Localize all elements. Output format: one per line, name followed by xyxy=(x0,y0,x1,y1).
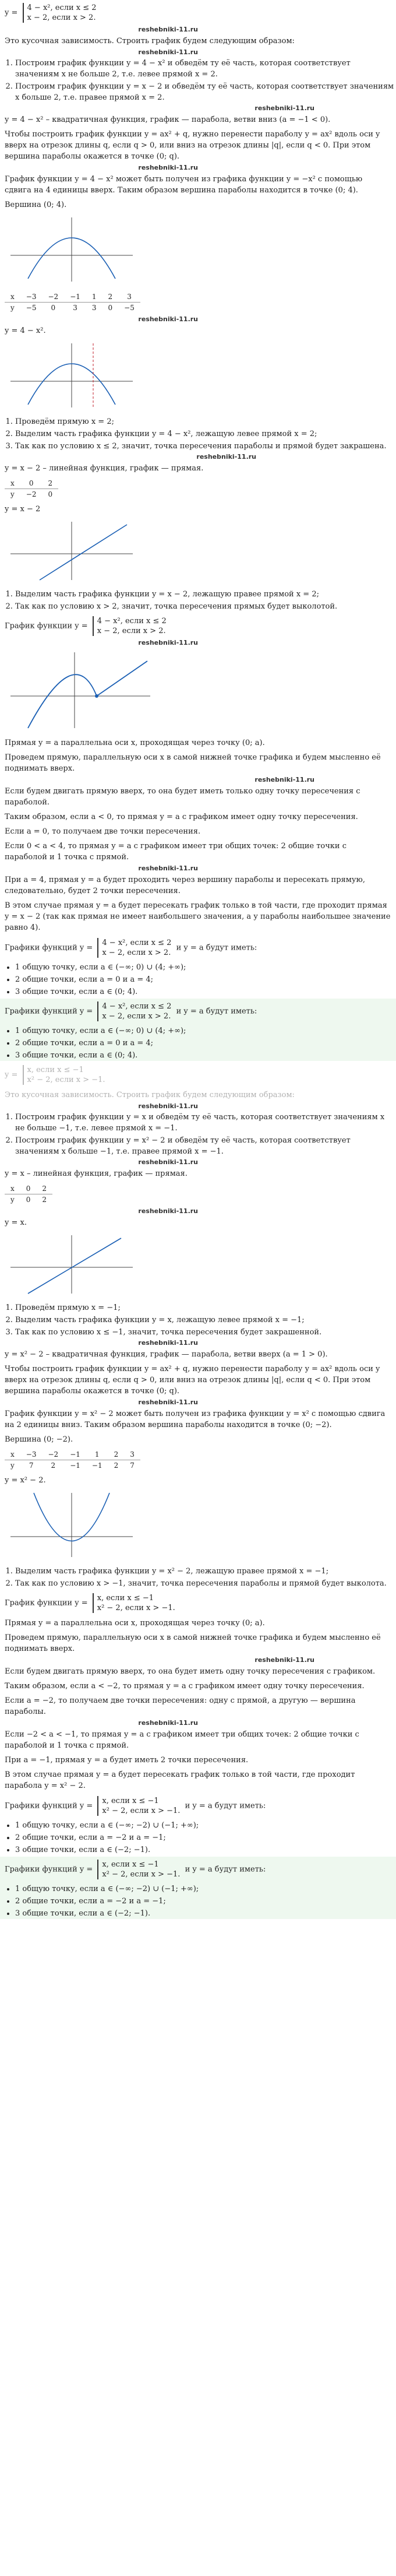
summary-label: Графики функций y = xyxy=(5,1865,93,1874)
system-line: 4 − x², если x ≤ 2 xyxy=(27,3,97,12)
table-cell: −5 xyxy=(124,304,135,312)
summary-label: Графики функций y = xyxy=(5,1801,93,1811)
system-line: x² − 2, если x > −1. xyxy=(27,1076,105,1084)
table-cell: −1 xyxy=(64,291,86,303)
table-cell: 0 xyxy=(108,304,113,312)
table-cell: 0 xyxy=(20,1183,37,1194)
system-line: x − 2, если x > 2. xyxy=(102,948,171,957)
system-line: x, если x ≤ −1 xyxy=(27,1066,84,1074)
part2-intro: Это кусочная зависимость. Строить график будем следующим образом: xyxy=(5,1091,295,1099)
watermark: reshebniki-11.ru xyxy=(138,48,198,56)
system-line: x² − 2, если x > −1. xyxy=(102,1870,181,1879)
summary-tail: и y = a будут иметь: xyxy=(185,1865,266,1874)
part1-steps3 xyxy=(0,589,396,612)
system-brace xyxy=(97,938,171,958)
table-cell: 7 xyxy=(130,1461,135,1470)
part2-answer-box xyxy=(0,1857,396,1919)
part2-summary-list xyxy=(0,1820,396,1855)
system-line: 4 − x², если x ≤ 2 xyxy=(102,1002,172,1011)
part1-parabola-figure xyxy=(5,215,139,284)
paragraph: Проведем прямую, параллельную оси x в самой нижней точке графика и будем мысленно её поднимать вверх. xyxy=(5,1633,381,1653)
list-item: 2. Так как по условию x > −1, значит, точка пересечения параболы и прямой будет выколота. xyxy=(15,1578,396,1589)
part2-steps3 xyxy=(0,1566,396,1589)
part2-steps xyxy=(0,1112,396,1157)
watermark: reshebniki-11.ru xyxy=(138,164,198,171)
table-header: y xyxy=(10,1461,15,1470)
list-item: 1. Выделим часть графика функции y = x − 2, лежащую правее прямой x = 2; xyxy=(15,589,396,600)
paragraph: График функции y = 4 − x² может быть получен из графика функции y = −x² с помощью сдвига на 4 единицы вверх. Таким образом вершина параболы находится в точке (0; 4). xyxy=(5,175,363,195)
table-cell: 2 xyxy=(42,1196,47,1204)
table-cell: 2 xyxy=(51,1461,56,1470)
list-item: 3. Так как по условию x ≤ −1, значит, точка пересечения будет закрашенной. xyxy=(15,1327,396,1338)
list-item: 1. Построим график функции y = 4 − x² и обведём ту её часть, которая соответствует значениям x не больше 2, т.е. левее прямой x = 2. xyxy=(15,58,396,80)
list-item: • 1 общую точку, если a ∈ (−∞; −2) ∪ (−1; +∞); xyxy=(15,1820,396,1831)
table-cell: 0 xyxy=(20,478,43,489)
part1-intro: Это кусочная зависимость. Строить график будем следующим образом: xyxy=(5,37,295,45)
list-item: 2. Выделим часть графика функции y = x, лежащую левее прямой x = −1; xyxy=(15,1315,396,1326)
paragraph: Чтобы построить график функции y = ax² + q, нужно перенести параболу y = ax² вдоль оси y вверх на отрезок длины q, если q > 0, или вниз на отрезок длины |q|, если q < 0. При этом вершина параболы окажется в точке (0; q). xyxy=(5,1365,380,1396)
list-item: 2. Так как по условию x > 2, значит, точка пересечения прямых будет выколотой. xyxy=(15,601,396,612)
paragraph: Если будем двигать прямую вверх, то она будет иметь одну точку пересечения с графиком. xyxy=(5,1667,376,1676)
list-item: • 1 общую точку, если a ∈ (−∞; −2) ∪ (−1; +∞); xyxy=(15,1883,396,1895)
table-cell: 3 xyxy=(118,291,140,303)
equation: y = x² − 2. xyxy=(5,1476,46,1485)
table-cell: −2 xyxy=(42,291,64,303)
system-brace xyxy=(93,616,167,636)
part1-answer-list xyxy=(0,1025,396,1061)
paragraph: Если −2 < a < −1, то прямая y = a с графиком имеет три общих точек: 2 общие точки с параболой и 1 точка с прямой. xyxy=(5,1730,359,1750)
system-brace xyxy=(93,1593,175,1613)
system-line: x, если x ≤ −1 xyxy=(97,1594,154,1602)
paragraph: В этом случае прямая y = a будет пересекать график только в той части, где проходит прямая y = x − 2 (так как прямая не имеет наибольшего значения, а у параболы наибольшее значение равно 4). xyxy=(5,901,391,932)
table-cell: −1 xyxy=(91,1461,102,1470)
summary xyxy=(0,999,396,1024)
table-header: x xyxy=(5,291,20,303)
system-line: 4 − x², если x ≤ 2 xyxy=(97,617,167,625)
paragraph: Если будем двигать прямую вверх, то она будет иметь только одну точку пересечения с параболой. xyxy=(5,787,360,807)
table-cell: 3 xyxy=(124,1449,140,1460)
table-header: x xyxy=(5,1449,20,1460)
paragraph: В этом случае прямая y = a будет пересекать график только в той части, где проходит парабола y = x² − 2. xyxy=(5,1770,355,1790)
table-cell: 1 xyxy=(86,291,102,303)
watermark: reshebniki-11.ru xyxy=(254,104,314,112)
summary-label: Графики функций y = xyxy=(5,1007,93,1016)
part2-parabola-figure xyxy=(5,1490,139,1560)
table-cell: 0 xyxy=(51,304,56,312)
paragraph: При a = 4, прямая y = a будет проходить через вершину параболы и пересекать прямую, следовательно, будет 2 точки пересечения. xyxy=(5,876,365,895)
watermark: reshebniki-11.ru xyxy=(138,315,198,323)
table-cell: −1 xyxy=(64,1449,86,1460)
summary-label: Графики функций y = xyxy=(5,943,93,953)
table-header: y xyxy=(10,1196,15,1204)
watermark: reshebniki-11.ru xyxy=(138,1719,198,1727)
part2-system: y = x, если x ≤ −1 x² − 2, если x > −1. xyxy=(5,1066,105,1084)
table-header: x xyxy=(5,1183,20,1194)
part1-final-graph xyxy=(5,649,156,731)
paragraph: Таким образом, если a < 0, то прямая y = a с графиком имеет одну точку пересечения. xyxy=(5,813,358,821)
part1-graph-step2 xyxy=(5,519,139,583)
table-header: y xyxy=(10,490,15,498)
system-line: x − 2, если x > 2. xyxy=(102,1012,171,1021)
list-item: 2. Построим график функции y = x − 2 и обведём ту её часть, которая соответствует значениям x больше 2, т.е. правее прямой x = 2. xyxy=(15,81,396,103)
paragraph: При a = −1, прямая y = a будет иметь 2 точки пересечения. xyxy=(5,1756,249,1765)
paragraph: y = x² − 2 – квадратичная функция, график — парабола, ветви вверх (a = 1 > 0). xyxy=(5,1350,328,1359)
system-brace xyxy=(97,1796,180,1816)
list-item: • 1 общую точку, если a ∈ (−∞; 0) ∪ (4; +∞); xyxy=(15,1025,396,1036)
list-item: 1. Выделим часть графика функции y = x² − 2, лежащую правее прямой x = −1; xyxy=(15,1566,396,1577)
part1-values-table xyxy=(5,291,140,313)
paragraph: y = x − 2 – линейная функция, график — прямая. xyxy=(5,464,204,473)
watermark: reshebniki-11.ru xyxy=(138,639,198,646)
list-item: 2. Выделим часть графика функции y = 4 − x², лежащую левее прямой x = 2; xyxy=(15,428,396,440)
table-cell: −3 xyxy=(20,291,43,303)
list-item: • 3 общие точки, если a ∈ (0; 4). xyxy=(15,1050,396,1061)
part1-answer-box xyxy=(0,999,396,1061)
paragraph: Проведем прямую, параллельную оси x в самой нижней точке графика и будем мысленно её поднимать вверх. xyxy=(5,753,381,773)
part2-values-table2 xyxy=(5,1449,140,1471)
table-cell: 0 xyxy=(48,490,53,498)
equation: y = x. xyxy=(5,1218,27,1227)
paragraph: Чтобы построить график функции y = ax² + q, нужно перенести параболу y = ax² вдоль оси y вверх на отрезок длины q, если q > 0, или вниз на отрезок длины |q|, если q < 0. При этом вершина параболы окажется в точке (0; q). xyxy=(5,130,380,161)
watermark: reshebniki-11.ru xyxy=(196,453,256,461)
part1-values-table2 xyxy=(5,478,58,500)
table-cell: 2 xyxy=(102,291,119,303)
list-item: • 2 общие точки, если a = 0 и a = 4; xyxy=(15,1038,396,1049)
list-item: 1. Проведём прямую x = 2; xyxy=(15,416,396,427)
system-brace xyxy=(23,3,97,23)
table-cell: 2 xyxy=(114,1461,119,1470)
system-line: x − 2, если x > 2. xyxy=(27,13,96,22)
part1-summary-list xyxy=(0,962,396,997)
paragraph: Прямая y = a параллельна оси x, проходящая через точку (0; a). xyxy=(5,739,265,747)
watermark: reshebniki-11.ru xyxy=(138,26,198,33)
paragraph: Если a = −2, то получаем две точки пересечения: одну с прямой, а другую — вершина параболы. xyxy=(5,1696,356,1716)
watermark: reshebniki-11.ru xyxy=(254,1656,314,1664)
system-line: x, если x ≤ −1 xyxy=(102,1797,159,1805)
graph-caption xyxy=(0,1590,396,1616)
table-cell: 7 xyxy=(29,1461,34,1470)
part2-steps2 xyxy=(0,1302,396,1338)
table-cell: −1 xyxy=(70,1461,80,1470)
list-item: 2. Построим график функции y = x² − 2 и обведём ту её часть, которая соответствует значениям x больше −1, т.е. правее прямой x = −1. xyxy=(15,1135,396,1157)
table-cell: −2 xyxy=(42,1449,64,1460)
table-cell: 1 xyxy=(86,1449,108,1460)
list-item: • 3 общие точки, если a ∈ (0; 4). xyxy=(15,986,396,997)
watermark: reshebniki-11.ru xyxy=(138,864,198,872)
watermark: reshebniki-11.ru xyxy=(254,776,314,783)
list-item: • 2 общие точки, если a = 0 и a = 4; xyxy=(15,974,396,985)
system-brace xyxy=(97,1001,171,1021)
table-cell: −5 xyxy=(26,304,37,312)
list-item: 1. Построим график функции y = x и обведём ту её часть, которая соответствует значениям x не больше −1, т.е. левее прямой x = −1. xyxy=(15,1112,396,1134)
list-item: 3. Так как по условию x ≤ 2, значит, точка пересечения параболы и прямой будет закрашена. xyxy=(15,441,396,452)
watermark: reshebniki-11.ru xyxy=(138,1102,198,1110)
list-item: • 2 общие точки, если a = −2 и a = −1; xyxy=(15,1832,396,1843)
table-cell: −3 xyxy=(20,1449,43,1460)
summary xyxy=(0,1793,396,1819)
watermark: reshebniki-11.ru xyxy=(138,1158,198,1166)
part1-steps2 xyxy=(0,416,396,452)
summary-tail: и y = a будут иметь: xyxy=(176,943,257,953)
paragraph: y = 4 − x² – квадратичная функция, график — парабола, ветви вниз (a = −1 < 0). xyxy=(5,115,331,124)
summary-tail: и y = a будут иметь: xyxy=(176,1007,257,1016)
caption-label: График функции y = xyxy=(5,1598,88,1608)
equation: y = x − 2 xyxy=(5,505,41,514)
paragraph: Если a = 0, то получаем две точки пересечения. xyxy=(5,827,201,836)
system-line: x² − 2, если x > −1. xyxy=(102,1807,181,1815)
part2-answer-list xyxy=(0,1883,396,1919)
table-cell: 2 xyxy=(108,1449,125,1460)
list-item: • 3 общие точки, если a ∈ (−2; −1). xyxy=(15,1844,396,1855)
system-line: x² − 2, если x > −1. xyxy=(97,1604,175,1612)
table-cell: 3 xyxy=(73,304,77,312)
table-cell: 0 xyxy=(26,1196,31,1204)
graph-caption xyxy=(0,613,396,639)
paragraph: y = x – линейная функция, график — прямая. xyxy=(5,1169,188,1178)
watermark: reshebniki-11.ru xyxy=(138,1339,198,1347)
summary xyxy=(0,1857,396,1882)
list-item: • 1 общую точку, если a ∈ (−∞; 0) ∪ (4; +∞); xyxy=(15,962,396,973)
system-line: 4 − x², если x ≤ 2 xyxy=(102,939,172,947)
watermark: reshebniki-11.ru xyxy=(138,1207,198,1215)
system-line: x − 2, если x > 2. xyxy=(97,627,166,635)
list-item: 1. Проведём прямую x = −1; xyxy=(15,1302,396,1313)
table-cell: 3 xyxy=(91,304,97,312)
equation: y = 4 − x². xyxy=(5,326,46,335)
summary xyxy=(0,935,396,961)
table-cell: 2 xyxy=(36,1183,52,1194)
paragraph: График функции y = x² − 2 может быть получен из графика функции y = x² с помощью сдвига на 2 единицы вниз. Таким образом вершина параболы находится в точке (0; −2). xyxy=(5,1410,386,1429)
list-item: • 2 общие точки, если a = −2 и a = −1; xyxy=(15,1896,396,1907)
paragraph: Если 0 < a < 4, то прямая y = a с графиком имеет три общих точек: 2 общие точки с параболой и 1 точка с прямой. xyxy=(5,842,347,862)
vertex-text: Вершина (0; −2). xyxy=(5,1435,73,1444)
part2-line-figure xyxy=(5,1232,139,1296)
table-cell: −2 xyxy=(26,490,37,498)
vertex-text: Вершина (0; 4). xyxy=(5,201,67,209)
watermark: reshebniki-11.ru xyxy=(138,1398,198,1406)
caption-label: График функции y = xyxy=(5,621,88,631)
paragraph: Прямая y = a параллельна оси x, проходящая через точку (0; a). xyxy=(5,1619,265,1628)
part1-graph-step1 xyxy=(5,340,139,410)
system-brace xyxy=(23,1065,105,1085)
system-brace xyxy=(97,1860,180,1879)
table-header: x xyxy=(5,478,20,489)
table-header: y xyxy=(10,304,15,312)
table-cell: 2 xyxy=(42,478,58,489)
part1-steps xyxy=(0,58,396,103)
paragraph: Таким образом, если a < −2, то прямая y = a с графиком имеет одну точку пересечения. xyxy=(5,1682,365,1691)
list-item: • 3 общие точки, если a ∈ (−2; −1). xyxy=(15,1908,396,1919)
summary-tail: и y = a будут иметь: xyxy=(185,1801,266,1811)
part2-values-table xyxy=(5,1183,52,1205)
system-line: x, если x ≤ −1 xyxy=(102,1860,159,1869)
part1-system: y = 4 − x², если x ≤ 2 x − 2, если x > 2. xyxy=(5,3,97,22)
